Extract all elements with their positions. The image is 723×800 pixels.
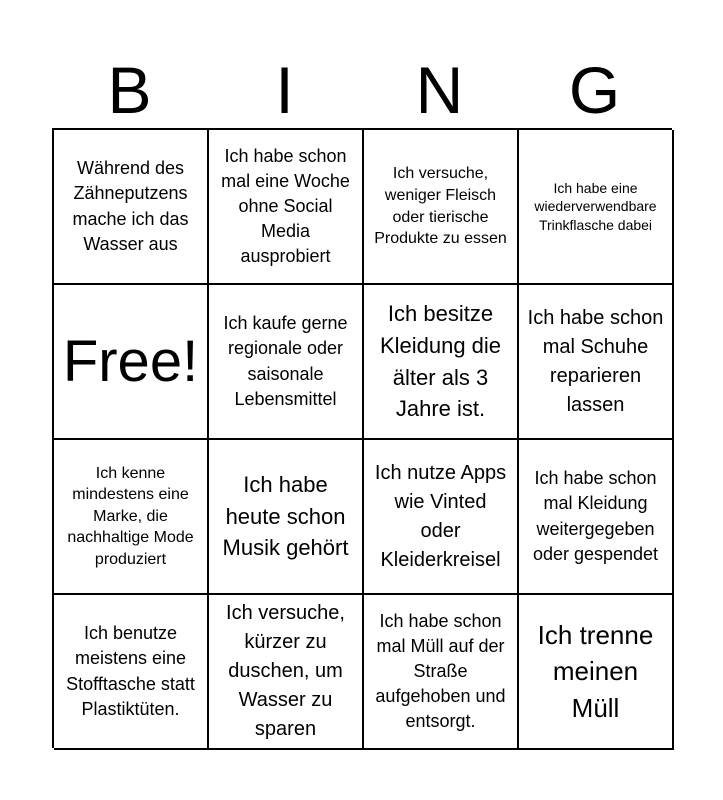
bingo-card-grid: [52, 128, 672, 748]
bingo-cell-text: Ich kaufe gerne regionale oder saisonale Lebensmittel: [223, 313, 348, 409]
header-letter-b: B: [107, 53, 152, 127]
bingo-cell-text: Ich habe schon mal Kleidung weitergegeben oder gespendet: [532, 468, 659, 564]
header-letter-n: N: [415, 53, 464, 127]
bingo-cell-r3c1[interactable]: [54, 440, 209, 595]
bingo-cell-text: Ich kenne mindestens eine Marke, die nachhaltige Mode produziert: [67, 464, 194, 568]
bingo-cell-text: Ich habe eine wiederverwendbare Trinkflasche dabei: [534, 180, 657, 233]
bingo-cell-r4c4[interactable]: [519, 595, 674, 750]
header-letter-g: G: [568, 53, 621, 127]
bingo-header: [52, 52, 672, 128]
bingo-cell-text: Während des Zähneputzens mache ich das Wasser aus: [72, 158, 189, 254]
bingo-cell-r2c2[interactable]: [209, 285, 364, 440]
header-letter-i: I: [275, 53, 294, 127]
bingo-cell-text: Ich benutze meistens eine Stofftasche statt Plastiktüten.: [66, 623, 195, 719]
bingo-cell-text: Ich nutze Apps wie Vinted oder Kleiderkreisel: [374, 461, 507, 571]
bingo-cell-text: Ich habe heute schon Musik gehört: [222, 471, 349, 561]
bingo-cell-r1c2[interactable]: [209, 130, 364, 285]
bingo-cell-r1c4[interactable]: [519, 130, 674, 285]
bingo-cell-text: Ich trenne meinen Müll: [537, 619, 654, 723]
bingo-cell-text: Ich habe schon mal eine Woche ohne Social Media ausprobiert: [221, 145, 350, 267]
bingo-cell-text: Ich habe schon mal Müll auf der Straße aufgehoben und entsorgt.: [375, 610, 506, 732]
bingo-cell-text: Ich versuche, kürzer zu duschen, um Wasser zu sparen: [226, 602, 345, 740]
bingo-cell-r3c4[interactable]: [519, 440, 674, 595]
bingo-cell-r4c2[interactable]: [209, 595, 364, 750]
bingo-cell-r4c3[interactable]: [364, 595, 519, 750]
bingo-cell-text: Ich habe schon mal Schuhe reparieren lassen: [527, 306, 664, 416]
bingo-cell-r1c1[interactable]: [54, 130, 209, 285]
bingo-cell-r3c3[interactable]: [364, 440, 519, 595]
bingo-cell-text: Ich versuche, weniger Fleisch oder tierische Produkte zu essen: [374, 165, 507, 248]
bingo-cell-r1c3[interactable]: [364, 130, 519, 285]
bingo-cell-r3c2[interactable]: [209, 440, 364, 595]
bingo-cell-r4c1[interactable]: [54, 595, 209, 750]
bingo-cell-text: Ich besitze Kleidung die älter als 3 Jahre ist.: [379, 300, 502, 422]
free-space-text: Free!: [62, 328, 199, 394]
bingo-cell-free[interactable]: [54, 285, 209, 440]
bingo-cell-r2c3[interactable]: [364, 285, 519, 440]
bingo-cell-r2c4[interactable]: [519, 285, 674, 440]
